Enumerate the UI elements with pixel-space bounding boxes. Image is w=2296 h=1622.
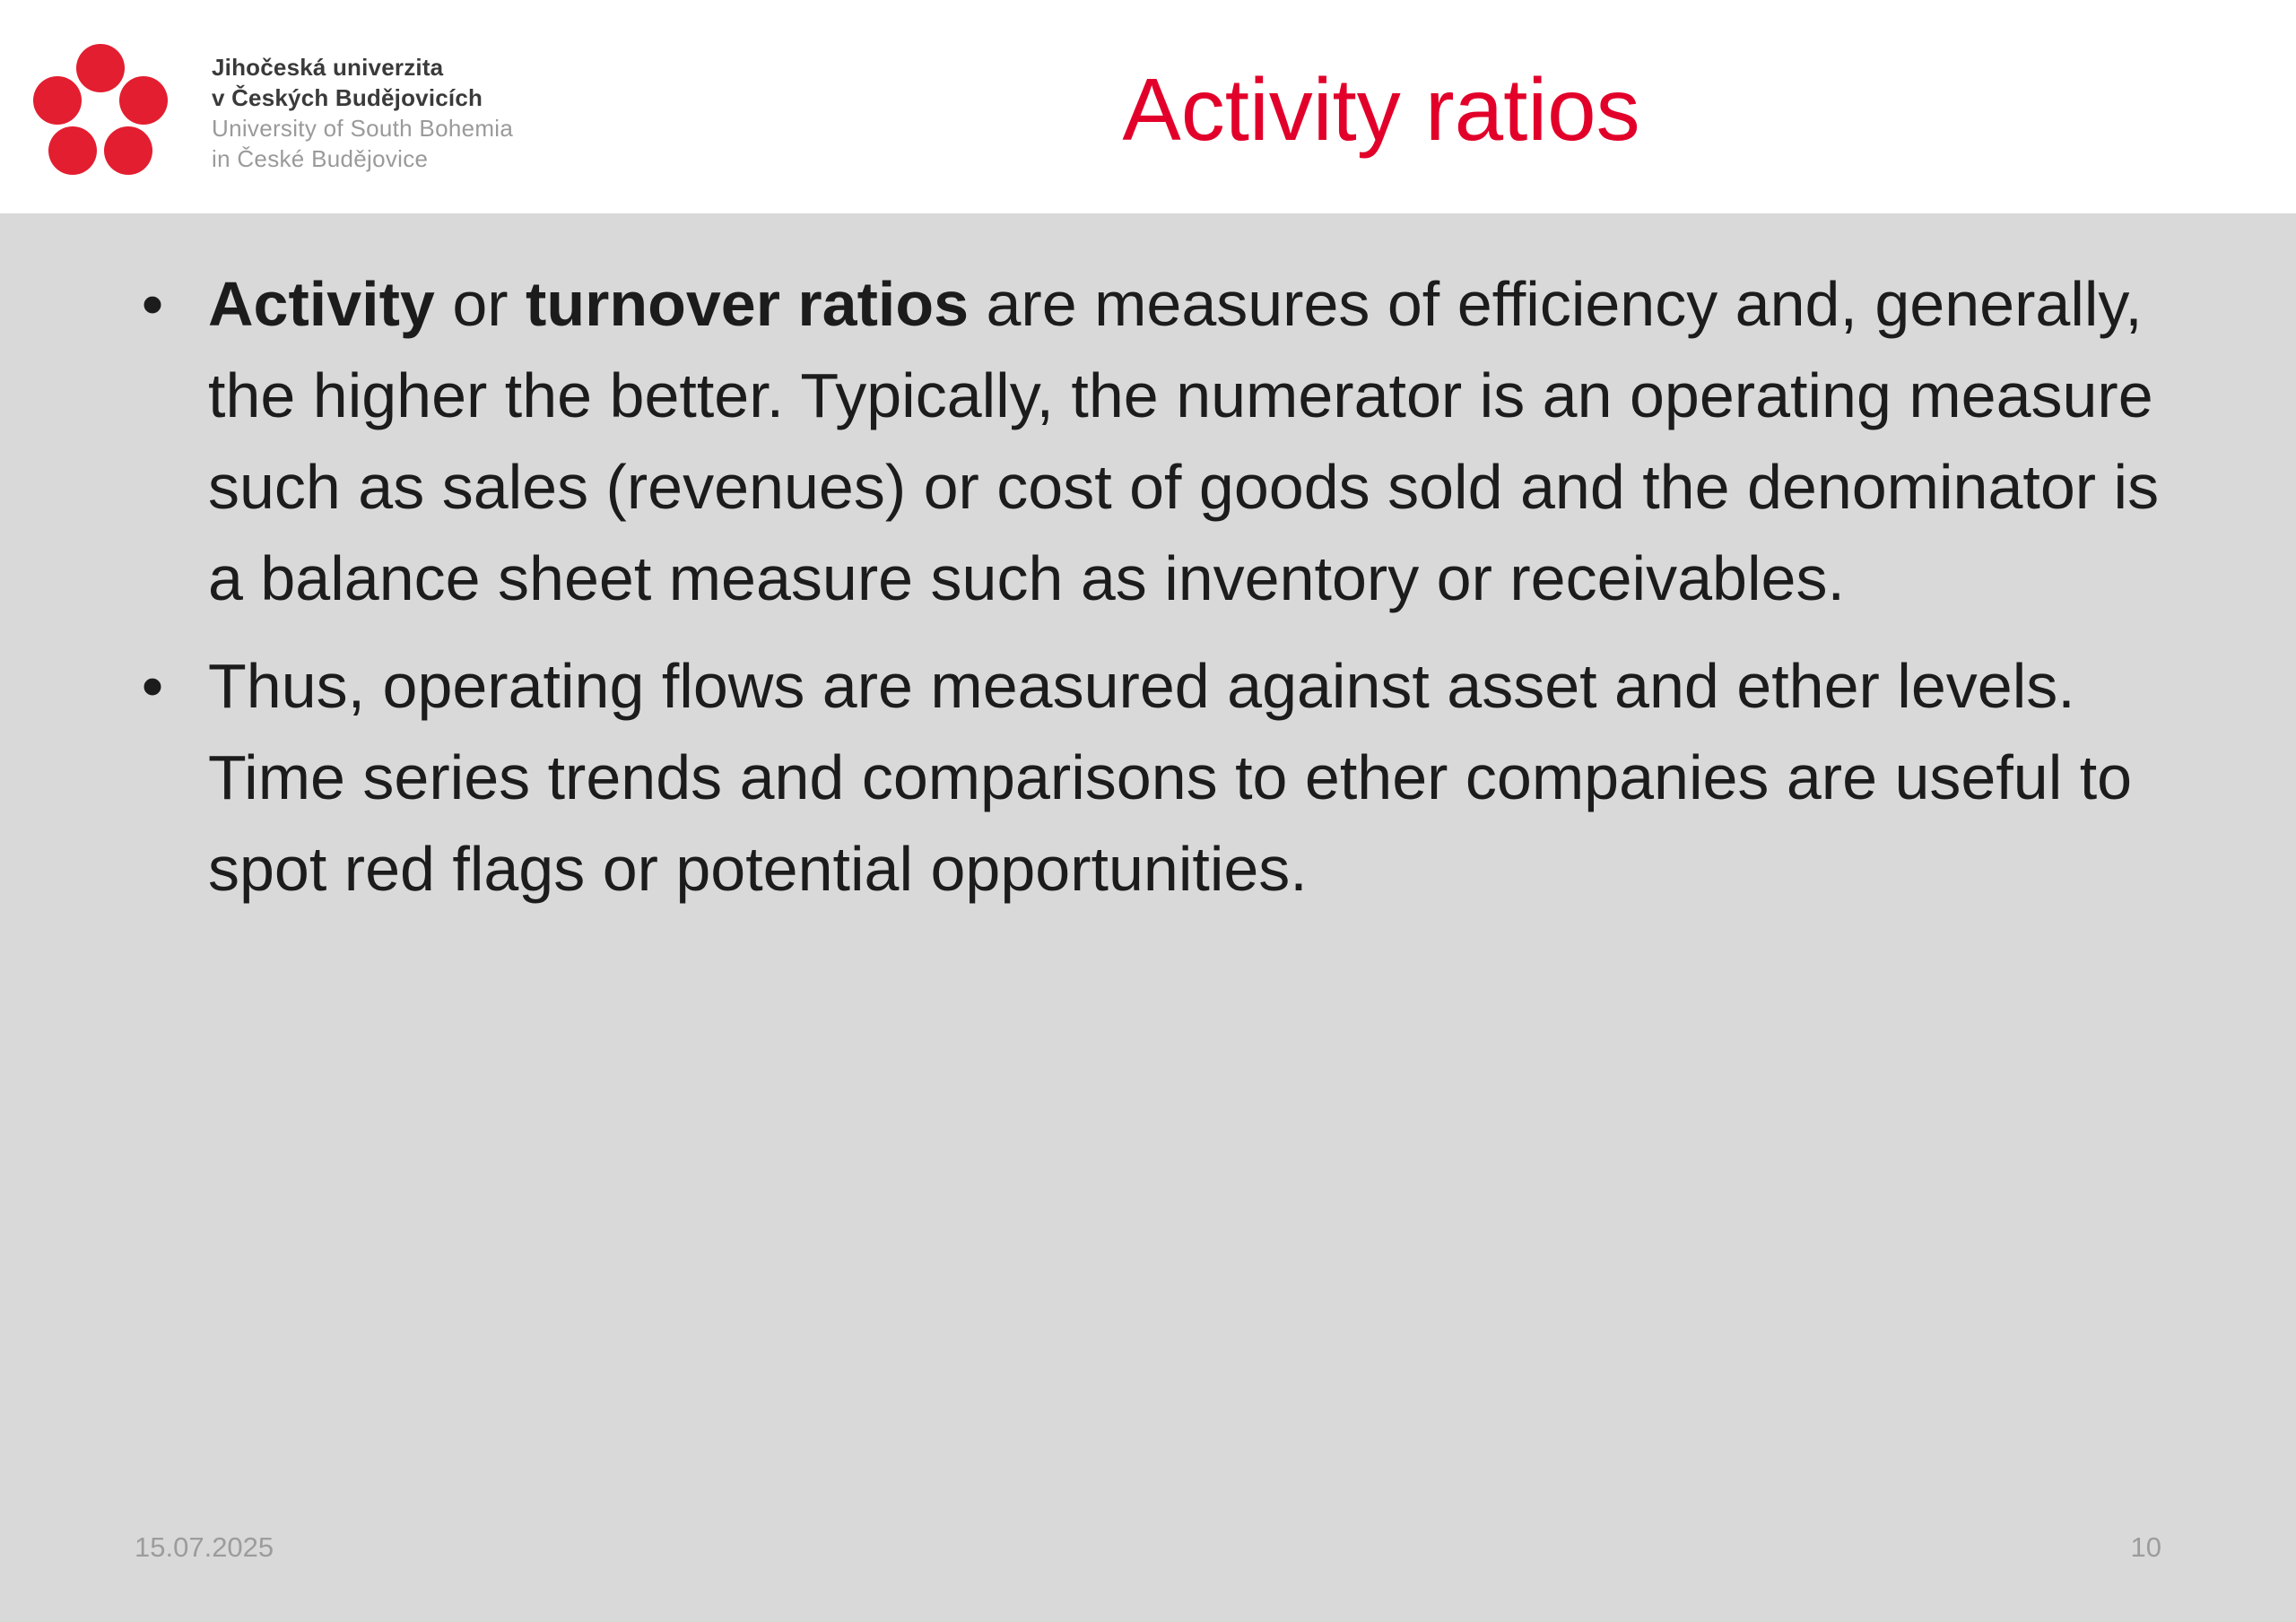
logo-circle-right [119, 76, 168, 125]
bullet-marker: • [141, 651, 164, 721]
slide-title: Activity ratios [1122, 60, 1640, 159]
slide-header [0, 0, 2296, 213]
bullet-list [126, 258, 2179, 931]
footer-page-number: 10 [2130, 1531, 2161, 1563]
university-name [212, 52, 513, 174]
slide-content [0, 213, 2296, 1622]
logo-circle-left [33, 76, 82, 125]
footer-date: 15.07.2025 [135, 1531, 274, 1563]
logo-circle-bottom-left [48, 126, 97, 175]
bullet-marker: • [141, 269, 164, 339]
university-logo-icon [30, 41, 174, 185]
university-name-en-line1: University of South Bohemia [212, 115, 514, 142]
bullet-1-bold-turnover-ratios: turnover ratios [526, 269, 970, 339]
logo-circle-bottom-right [104, 126, 152, 175]
bullet-1-text-body: are measures of efficiency and, generally, the higher the better. Typically, the numerator is an operating measure such as sales (revenues) or cost of goods sold and the denominator is a balance sheet measure such as inventory or receivables. [208, 269, 2160, 613]
bullet-item-1 [126, 258, 2179, 624]
university-name-cz-line2: v Českých Budějovicích [212, 84, 483, 111]
university-name-cz-line1: Jihočeská univerzita [212, 54, 444, 81]
bullet-item-2 [126, 640, 2179, 915]
bullet-1-bold-activity: Activity [208, 269, 435, 339]
bullet-2-text: Thus, operating flows are measured against asset and ether levels. Time series trends and comparisons to ether companies are useful to spot red flags or potential opportunities. [208, 651, 2133, 904]
university-name-en-line2: in České Budějovice [212, 145, 429, 172]
logo-circle-top [76, 44, 125, 92]
bullet-1-text-or: or [434, 269, 526, 339]
